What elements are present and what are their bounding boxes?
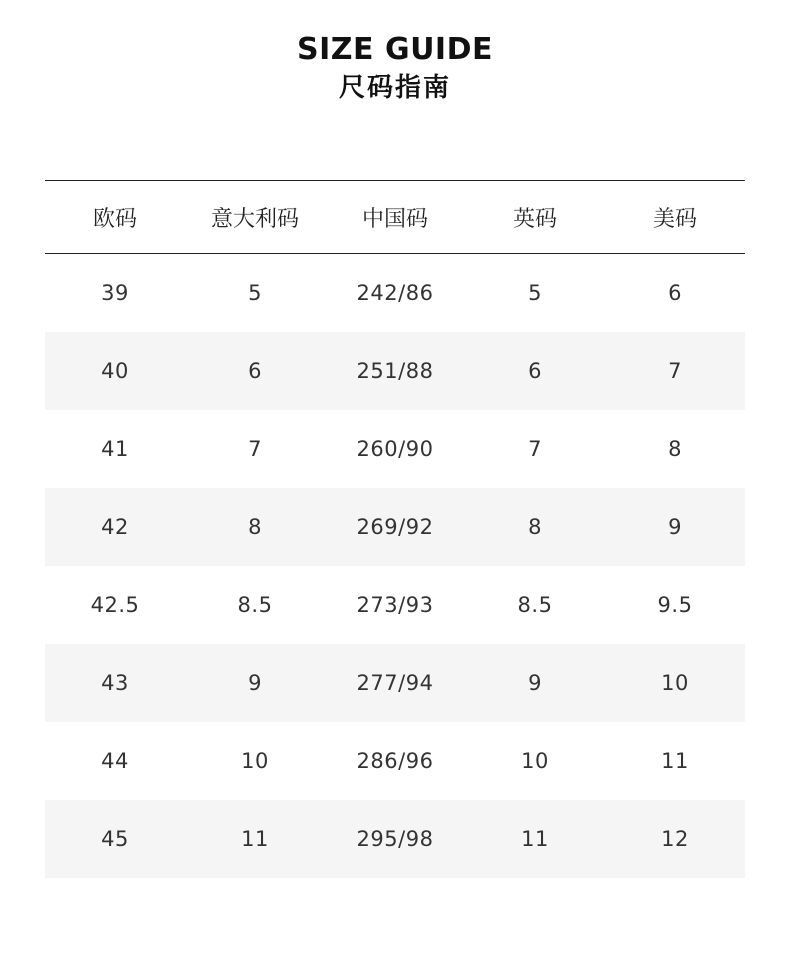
table-header-row xyxy=(45,180,745,254)
table-row xyxy=(45,332,745,410)
cell-italy: 8.5 xyxy=(237,593,273,617)
cell-italy: 11 xyxy=(241,827,269,851)
cell-us: 10 xyxy=(661,671,689,695)
table-row xyxy=(45,566,745,644)
cell-us: 11 xyxy=(661,749,689,773)
cell-eu: 43 xyxy=(101,671,129,695)
cell-uk: 6 xyxy=(528,359,542,383)
cell-china: 242/86 xyxy=(356,281,434,305)
cell-china: 269/92 xyxy=(356,515,434,539)
table-row xyxy=(45,254,745,332)
cell-uk: 9 xyxy=(528,671,542,695)
cell-uk: 5 xyxy=(528,281,542,305)
cell-italy: 9 xyxy=(248,671,262,695)
header-china-size: 中国码 xyxy=(361,206,428,232)
cell-italy: 7 xyxy=(248,437,262,461)
header-uk-size: 英码 xyxy=(512,206,557,232)
cell-eu: 39 xyxy=(101,281,129,305)
table-row xyxy=(45,800,745,878)
cell-uk: 8.5 xyxy=(517,593,553,617)
cell-eu: 42 xyxy=(101,515,129,539)
cell-eu: 42.5 xyxy=(90,593,140,617)
cell-eu: 40 xyxy=(101,359,129,383)
cell-uk: 10 xyxy=(521,749,549,773)
cell-china: 251/88 xyxy=(356,359,434,383)
cell-italy: 10 xyxy=(241,749,269,773)
cell-italy: 5 xyxy=(248,281,262,305)
cell-eu: 41 xyxy=(101,437,129,461)
cell-china: 286/96 xyxy=(356,749,434,773)
cell-us: 7 xyxy=(668,359,682,383)
cell-uk: 11 xyxy=(521,827,549,851)
size-table xyxy=(45,180,745,878)
table-row xyxy=(45,722,745,800)
cell-china: 295/98 xyxy=(356,827,434,851)
header-us-size: 美码 xyxy=(652,206,697,232)
cell-italy: 6 xyxy=(248,359,262,383)
cell-eu: 45 xyxy=(101,827,129,851)
header-italy-size: 意大利码 xyxy=(210,206,299,232)
cell-china: 273/93 xyxy=(356,593,434,617)
cell-eu: 44 xyxy=(101,749,129,773)
table-row xyxy=(45,488,745,566)
table-row xyxy=(45,644,745,722)
cell-us: 9 xyxy=(668,515,682,539)
table-row xyxy=(45,410,745,488)
cell-china: 277/94 xyxy=(356,671,434,695)
header-eu-size: 欧码 xyxy=(92,206,137,232)
cell-china: 260/90 xyxy=(356,437,434,461)
cell-uk: 7 xyxy=(528,437,542,461)
cell-italy: 8 xyxy=(248,515,262,539)
cell-us: 8 xyxy=(668,437,682,461)
page-title-zh: 尺码指南 xyxy=(338,73,451,103)
cell-us: 9.5 xyxy=(657,593,693,617)
cell-us: 6 xyxy=(668,281,682,305)
page-title-en: SIZE GUIDE xyxy=(296,32,493,67)
cell-us: 12 xyxy=(661,827,689,851)
cell-uk: 8 xyxy=(528,515,542,539)
